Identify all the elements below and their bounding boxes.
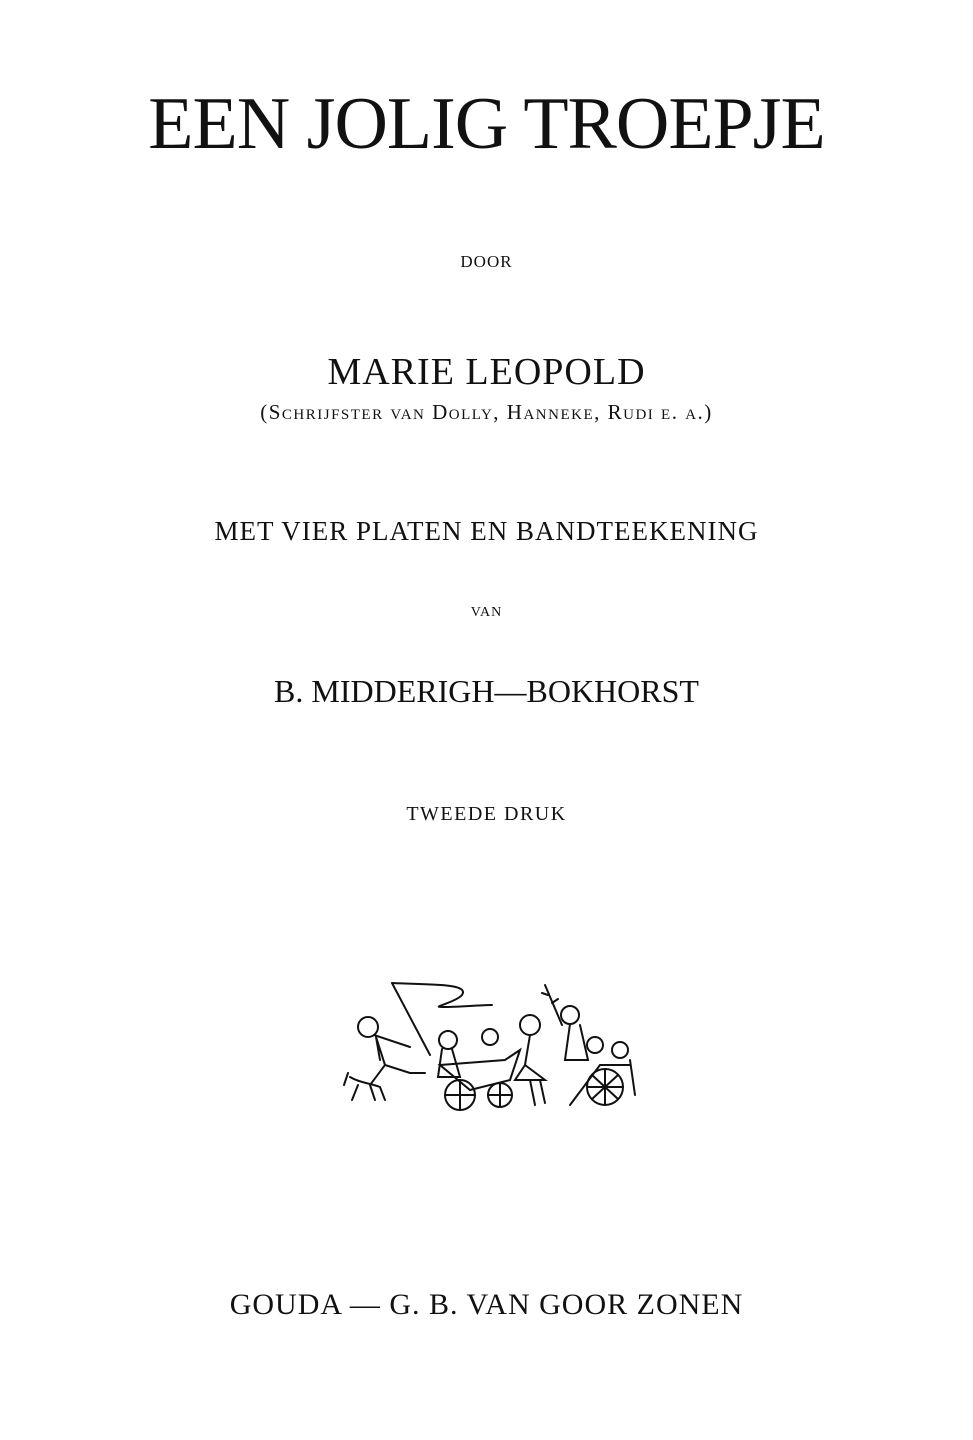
illustrator-by-label: VAN <box>470 605 503 620</box>
children-with-pram-illustration-icon <box>330 965 650 1115</box>
illustrator-name: B. MIDDERIGH—BOKHORST <box>274 673 699 709</box>
by-label: DOOR <box>460 252 513 271</box>
publisher-imprint: GOUDA — G. B. VAN GOOR ZONEN <box>229 1288 744 1321</box>
book-title: EEN JOLIG TROEPJE <box>148 83 825 165</box>
edition: TWEEDE DRUK <box>406 803 567 825</box>
illustration-note: MET VIER PLATEN EN BANDTEEKENING <box>214 516 759 546</box>
author-note: (Schrijfster van Dolly, Hanneke, Rudi e. a.) <box>260 400 713 424</box>
author-name: MARIE LEOPOLD <box>327 351 646 393</box>
